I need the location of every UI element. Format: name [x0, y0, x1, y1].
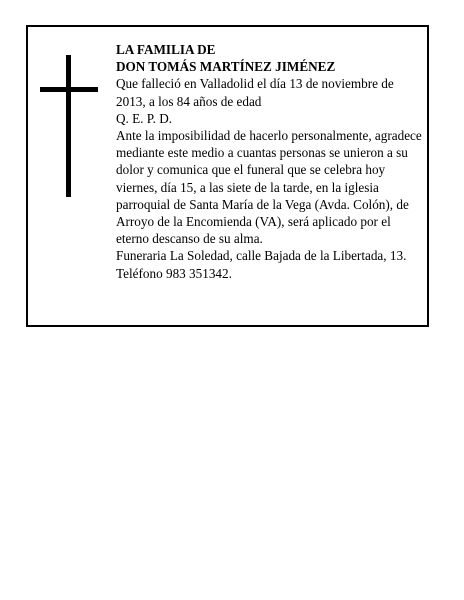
funeral-home-info: Funeraria La Soledad, calle Bajada de la Libertada, 13. Teléfono 983 351342. [116, 248, 407, 281]
death-info: Que falleció en Valladolid el día 13 de noviembre de 2013, a los 84 años de edad [116, 76, 394, 109]
cross-horizontal-bar [40, 87, 98, 92]
obituary-notice [26, 25, 429, 327]
family-heading: LA FAMILIA DE [116, 42, 216, 57]
cross-vertical-bar [66, 55, 71, 197]
qepd-text: Q. E. P. D. [116, 110, 173, 126]
acknowledgement-message: Ante la imposibilidad de hacerlo personalmente, agradece mediante este medio a cuantas personas se unieron a su dolor y comunica que el funeral que se celebra hoy viernes, día 15, a las siete de la tarde, en la iglesia parroquial de Santa María de la Vega (Avda. Colón), de Arroyo de la Encomienda (VA), será aplicado por el eterno descanso de su alma. [116, 128, 422, 247]
cross-icon [40, 55, 98, 197]
deceased-name: DON TOMÁS MARTÍNEZ JIMÉNEZ [116, 59, 336, 75]
notice-text [116, 41, 422, 282]
